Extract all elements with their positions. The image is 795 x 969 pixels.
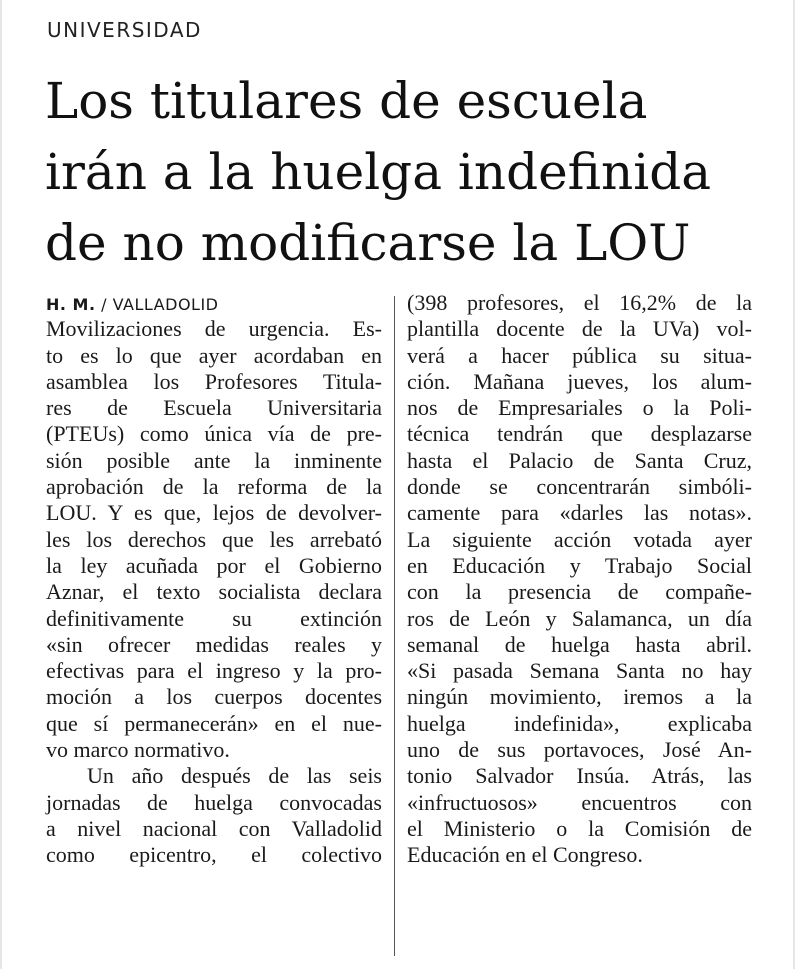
column-line: (398 profesores, el 16,2% de la (407, 290, 752, 315)
byline (46, 290, 382, 316)
column-line: aprobación de la reforma de la (46, 474, 382, 500)
column-line: ningún movimiento, iremos a la (407, 684, 752, 710)
column-line: a nivel nacional con Valladolid (46, 815, 382, 841)
headline (45, 66, 775, 279)
column-line: con la presencia de compañe- (407, 579, 752, 605)
column-line: «sin ofrecer medidas reales y (46, 631, 382, 657)
column-line: vo marco normativo. (46, 737, 230, 763)
column-line: asamblea los Profesores Titula- (46, 368, 382, 394)
byline-author: H. M. (46, 295, 96, 314)
column-line: sión posible ante la inminente (46, 447, 382, 473)
section-label: UNIVERSIDAD (47, 18, 202, 42)
column-line: en Educación y Trabajo Social (407, 552, 752, 578)
byline-location: / VALLADOLID (101, 295, 219, 314)
column-line: les los derechos que les arrebató (46, 526, 382, 552)
column-line: ros de León y Salamanca, un día (407, 605, 752, 631)
column-line: huelga indefinida», explicaba (407, 710, 752, 736)
column-line: que sí permanecerán» en el nue- (46, 710, 382, 736)
column-line: como epicentro, el colectivo (46, 842, 382, 868)
column-divider (394, 296, 395, 956)
column-line: Movilizaciones de urgencia. Es- (46, 316, 382, 342)
column-line: donde se concentrarán simbóli- (407, 474, 752, 500)
column-line: (PTEUs) como única vía de pre- (46, 421, 382, 447)
column-line: el Ministerio o la Comisión de (407, 815, 752, 841)
column-line: «Si pasada Semana Santa no hay (407, 658, 752, 684)
column-line: la ley acuñada por el Gobierno (46, 552, 382, 578)
column-line: jornadas de huelga convocadas (46, 789, 382, 815)
column-line: plantilla docente de la UVa) vol- (407, 316, 752, 342)
column-line: LOU. Y es que, lejos de devolver- (46, 500, 382, 526)
column-line: verá a hacer pública su situa- (407, 342, 752, 368)
column-line: uno de sus portavoces, José An- (407, 737, 752, 763)
column-line: ción. Mañana jueves, los alum- (407, 368, 752, 394)
column-line: tonio Salvador Insúa. Atrás, las (407, 763, 752, 789)
column-line: moción a los cuerpos docentes (46, 684, 382, 710)
column-line: hasta el Palacio de Santa Cruz, (407, 447, 752, 473)
column-line: Educación en el Congreso. (407, 842, 643, 868)
column-line: Un año después de las seis (87, 763, 382, 789)
column-line: to es lo que ayer acordaban en (46, 342, 382, 368)
headline-line: irán a la huelga indefinida (45, 143, 712, 201)
column-line: técnica tendrán que desplazarse (407, 421, 752, 447)
column-line: «infructuosos» encuentros con (407, 789, 752, 815)
column-line: Aznar, el texto socialista declara (46, 579, 382, 605)
scan-edge-left (0, 0, 2, 969)
column-line: nos de Empresariales o la Poli- (407, 395, 752, 421)
headline-line: Los titulares de escuela (45, 72, 648, 130)
article-column-left (46, 290, 382, 869)
headline-line: de no modificarse la LOU (45, 214, 691, 272)
column-line: camente para «darles las notas». (407, 500, 752, 526)
column-line: La siguiente acción votada ayer (407, 526, 752, 552)
column-line: efectivas para el ingreso y la pro- (46, 658, 382, 684)
article-column-right (407, 290, 752, 869)
column-line: definitivamente su extinción (46, 605, 382, 631)
column-line: semanal de huelga hasta abril. (407, 631, 752, 657)
column-line: res de Escuela Universitaria (46, 395, 382, 421)
